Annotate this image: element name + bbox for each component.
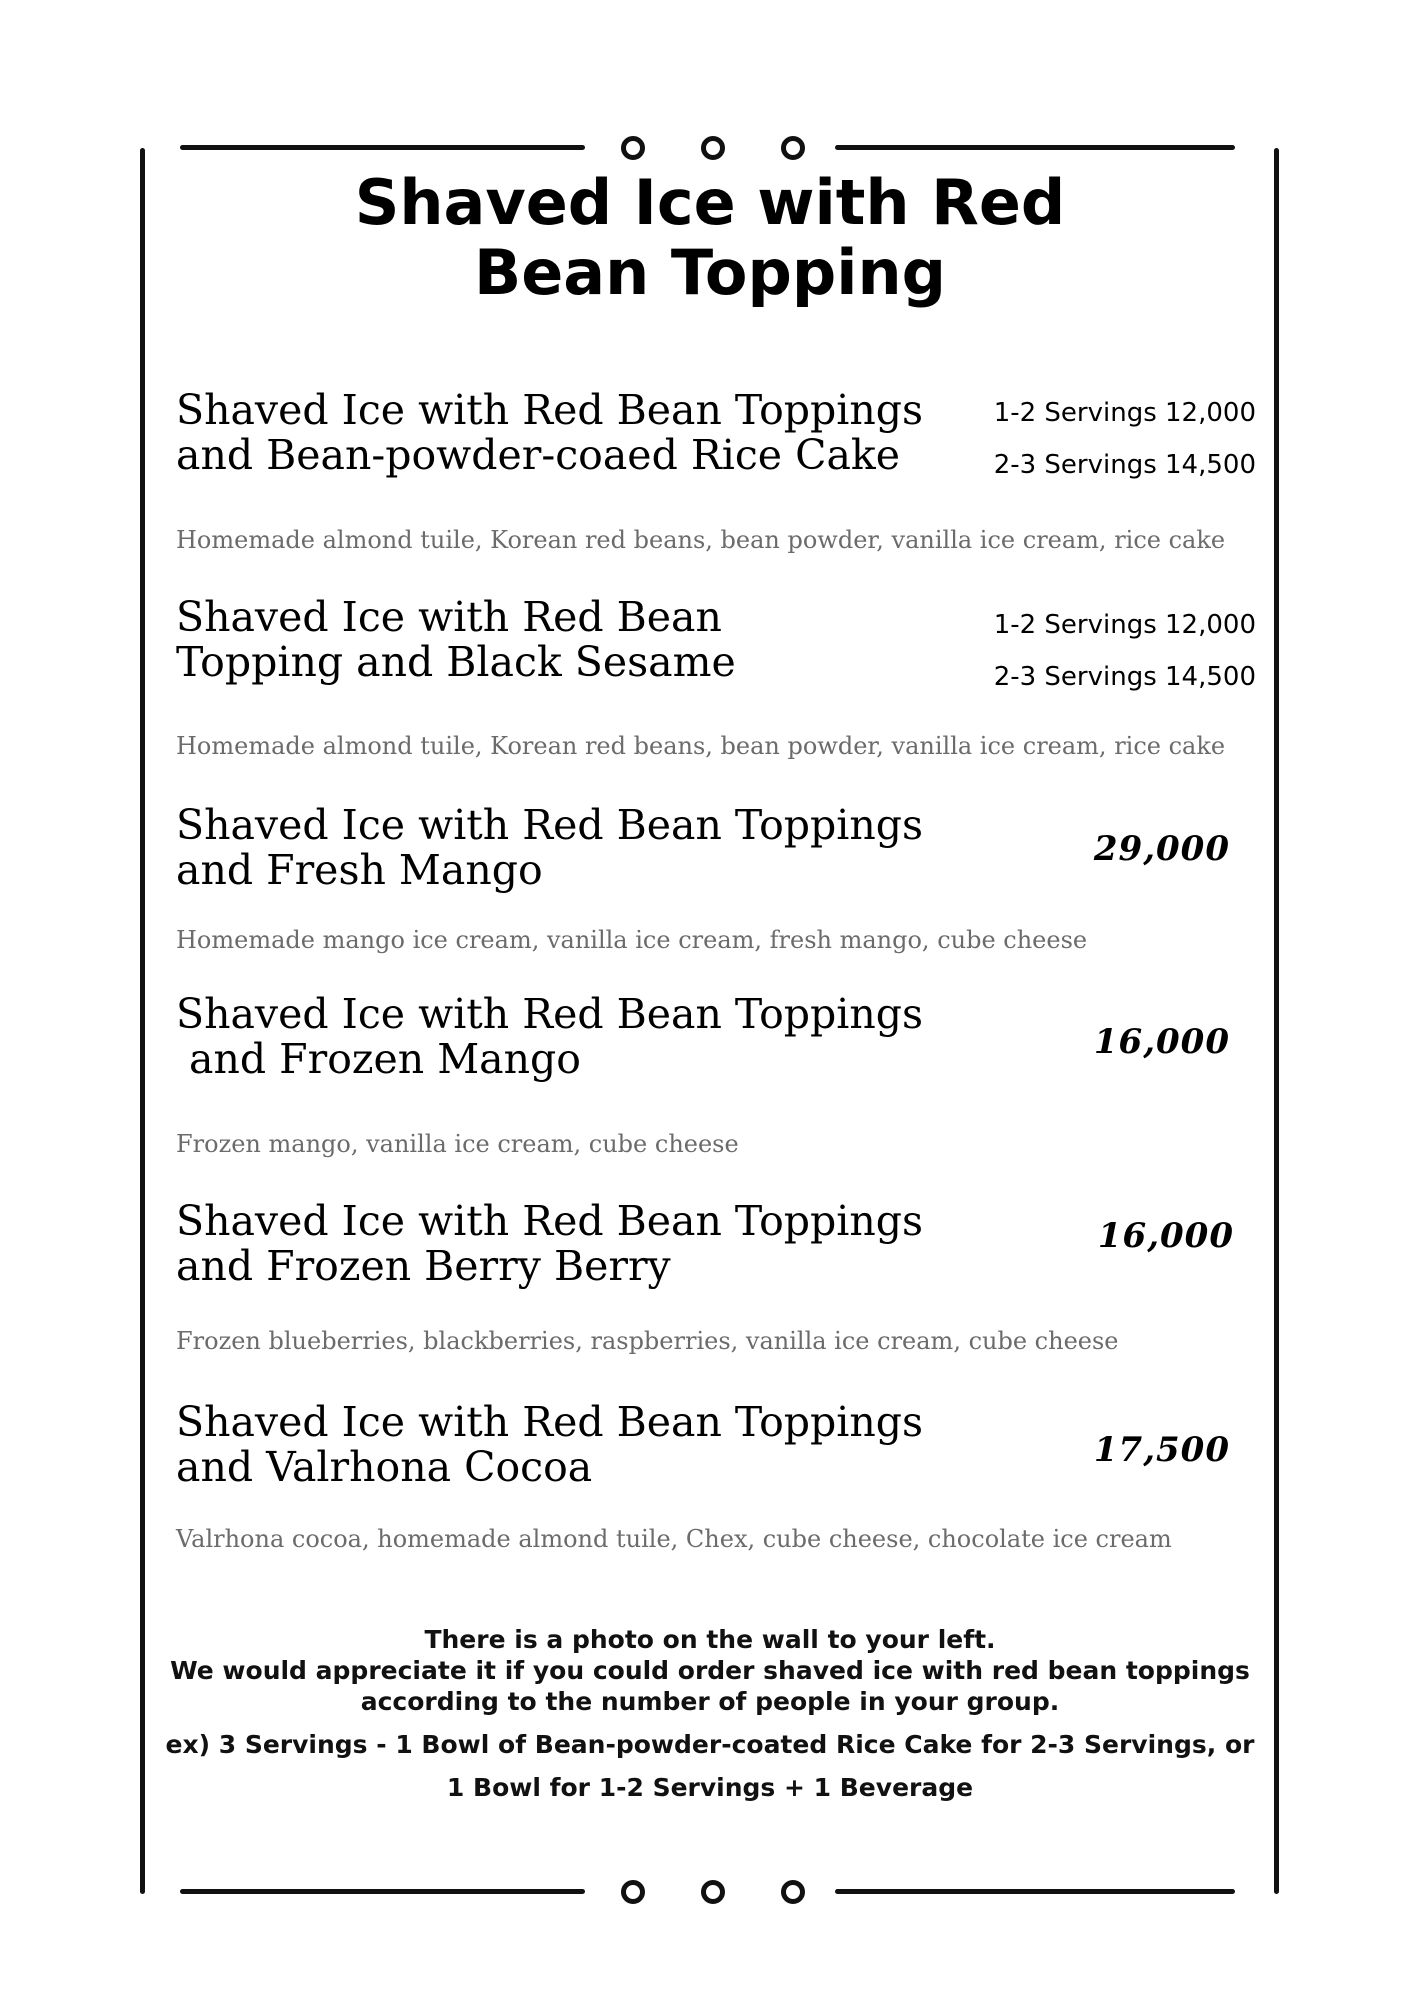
item-price-small: 1-2 Servings 12,000 [993,398,1256,428]
ornament-circle [621,136,645,160]
notice-line: There is a photo on the wall to your left. [424,1625,996,1654]
ornament-circle [701,136,725,160]
bottom-ornament-divider [180,1877,1240,1907]
item-price-small: 1-2 Servings 12,000 [993,610,1256,640]
ornament-line [180,1889,585,1894]
ornament-circle [701,1880,725,1904]
item-price: 16,000 [1097,1216,1234,1256]
item-name: Shaved Ice with Red Bean Topping and Black Sesame [176,593,736,686]
item-name: Shaved Ice with Red Bean Toppings and Frozen Berry Berry [176,1197,924,1290]
notice-example-line: 1 Bowl for 1-2 Servings + 1 Beverage [446,1773,974,1802]
ornament-circle [621,1880,645,1904]
item-price: 29,000 [1093,829,1230,869]
ornament-line [835,145,1235,150]
ordering-notice [140,1624,1280,1803]
item-name: Shaved Ice with Red Bean Toppings and Valrhona Cocoa [176,1398,924,1491]
item-price-large: 2-3 Servings 14,500 [993,450,1256,480]
item-price-large: 2-3 Servings 14,500 [993,662,1256,692]
notice-example-line: ex) 3 Servings - 1 Bowl of Bean-powder-coated Rice Cake for 2-3 Servings, or [165,1730,1255,1759]
ornament-circle [781,1880,805,1904]
item-description: Valrhona cocoa, homemade almond tuile, Chex, cube cheese, chocolate ice cream [176,1525,1172,1553]
notice-line: according to the number of people in your group. [360,1687,1060,1716]
item-name: Shaved Ice with Red Bean Toppings and Fresh Mango [176,801,924,894]
item-prices [994,398,1256,480]
item-description: Homemade almond tuile, Korean red beans, bean powder, vanilla ice cream, rice cake [176,526,1226,554]
item-price: 17,500 [1093,1430,1230,1470]
item-description: Frozen blueberries, blackberries, raspberries, vanilla ice cream, cube cheese [176,1327,1119,1355]
menu-title: Shaved Ice with Red Bean Topping [354,166,1066,309]
ornament-circle [781,136,805,160]
item-description: Frozen mango, vanilla ice cream, cube cheese [176,1130,739,1158]
item-prices [994,610,1256,692]
ornament-line [180,145,585,150]
notice-line: We would appreciate it if you could order shaved ice with red bean toppings [170,1656,1250,1685]
item-description: Homemade mango ice cream, vanilla ice cream, fresh mango, cube cheese [176,926,1088,954]
top-ornament-divider [180,133,1240,163]
item-description: Homemade almond tuile, Korean red beans, bean powder, vanilla ice cream, rice cake [176,732,1226,760]
ornament-line [835,1889,1235,1894]
item-name: Shaved Ice with Red Bean Toppings and Frozen Mango [176,990,924,1083]
item-name: Shaved Ice with Red Bean Toppings and Bean-powder-coaed Rice Cake [176,386,924,479]
item-price: 16,000 [1093,1022,1230,1062]
